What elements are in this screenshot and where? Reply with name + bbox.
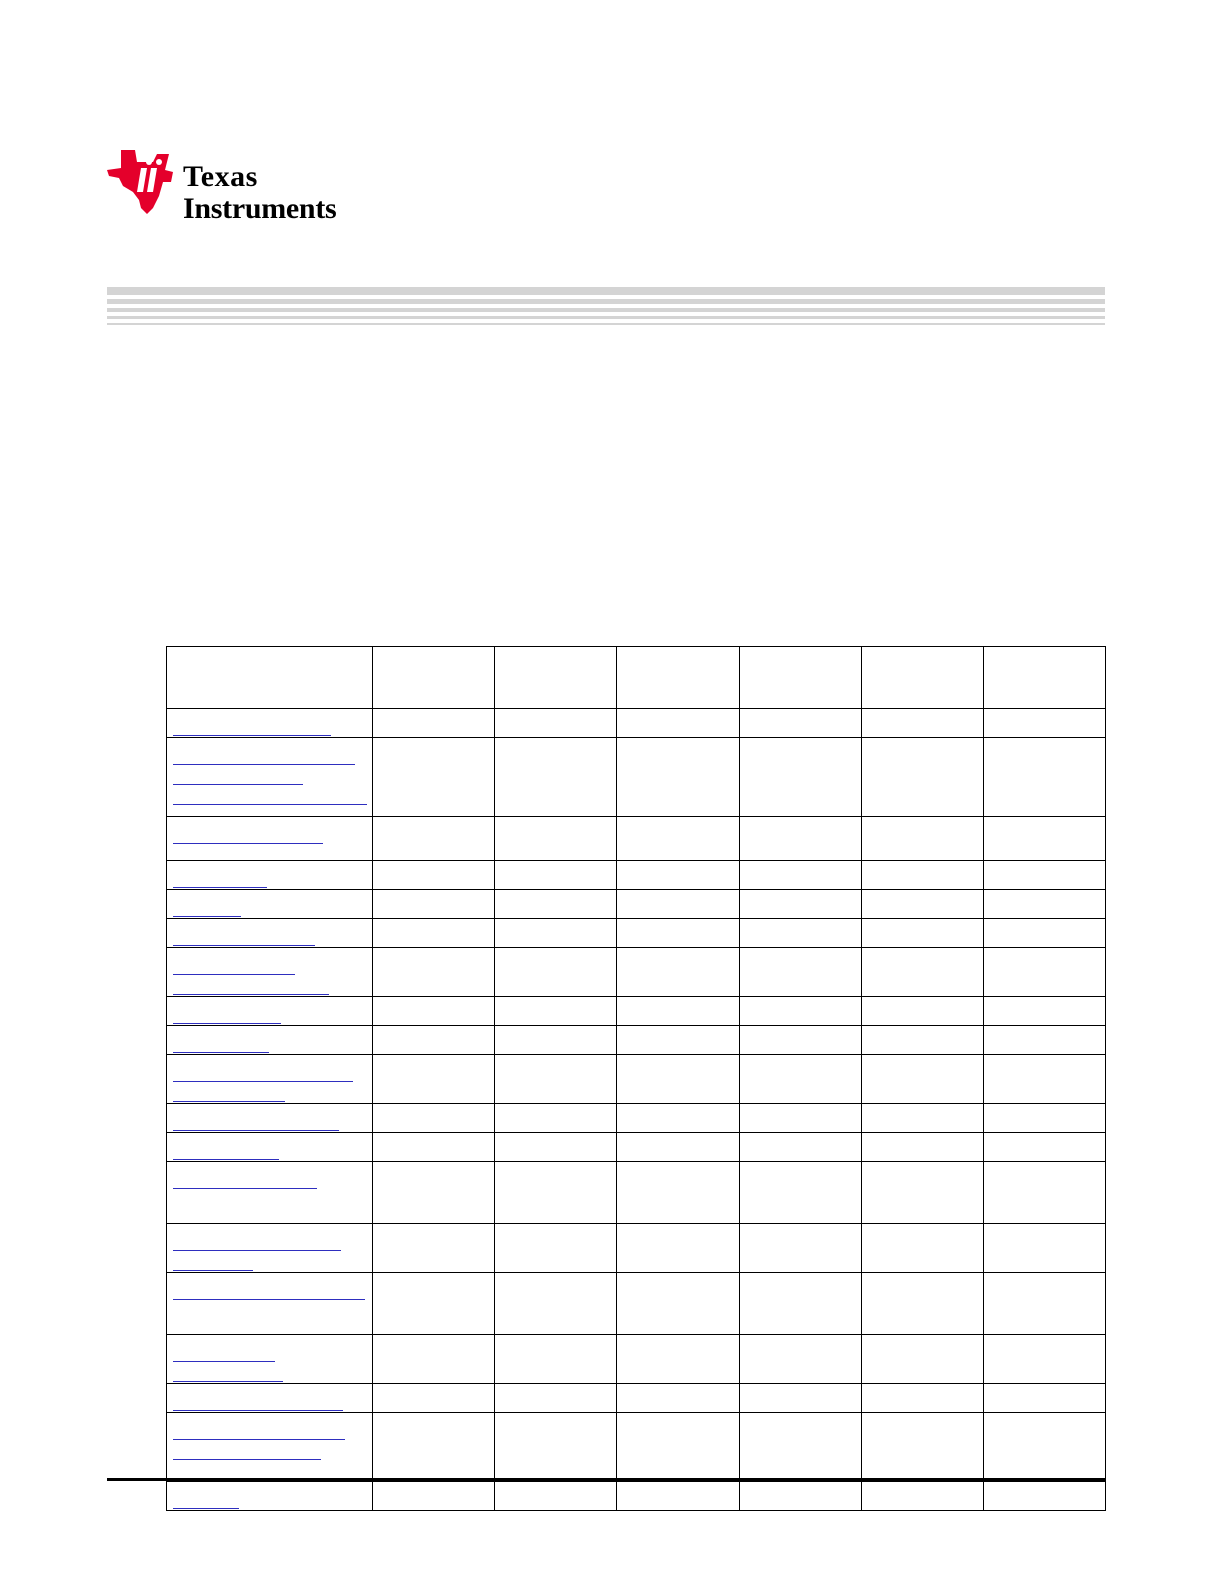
table-cell: [495, 817, 617, 861]
table-row: [167, 948, 1106, 997]
link-cell: [167, 861, 373, 890]
header-cell: [167, 647, 373, 709]
table-cell: [862, 1104, 984, 1133]
link-cell: [167, 1384, 373, 1413]
table-cell: [984, 890, 1106, 919]
table-cell: [617, 1224, 740, 1273]
header-cell: [495, 647, 617, 709]
link[interactable]: [173, 956, 295, 975]
table-cell: [862, 1133, 984, 1162]
table-cell: [495, 1162, 617, 1224]
link[interactable]: [173, 1441, 321, 1460]
data-table: [166, 646, 1106, 1511]
table-row: [167, 997, 1106, 1026]
table-cell: [495, 1413, 617, 1482]
table-cell: [373, 817, 495, 861]
link[interactable]: [173, 1005, 281, 1024]
link-cell: [167, 1104, 373, 1133]
table-cell: [617, 1384, 740, 1413]
table-cell: [617, 919, 740, 948]
link-group: [167, 1026, 372, 1053]
table-cell: [984, 1384, 1106, 1413]
table-row: [167, 709, 1106, 738]
table-cell: [984, 1335, 1106, 1384]
link-group: [167, 948, 372, 995]
link[interactable]: [173, 1281, 365, 1300]
link-cell: [167, 919, 373, 948]
table-row: [167, 1384, 1106, 1413]
link[interactable]: [173, 1232, 341, 1251]
table-cell: [373, 1335, 495, 1384]
ti-logo-icon: [107, 148, 177, 218]
table-cell: [984, 738, 1106, 817]
table-cell: [862, 1055, 984, 1104]
link[interactable]: [173, 717, 331, 736]
link[interactable]: [173, 898, 241, 917]
table-row: [167, 1482, 1106, 1511]
table-cell: [617, 861, 740, 890]
table-cell: [495, 1104, 617, 1133]
link-group: [167, 1224, 372, 1271]
brand-line-2: Instruments: [183, 192, 337, 225]
table-row: [167, 1224, 1106, 1273]
table-cell: [495, 1224, 617, 1273]
table-cell: [984, 1224, 1106, 1273]
table-cell: [495, 919, 617, 948]
table-cell: [617, 1335, 740, 1384]
table-cell: [373, 1104, 495, 1133]
table-cell: [862, 861, 984, 890]
link-group: [167, 997, 372, 1024]
table-row: [167, 1335, 1106, 1384]
table-cell: [373, 997, 495, 1026]
table-cell: [862, 1482, 984, 1511]
table-row: [167, 1273, 1106, 1335]
table-cell: [373, 861, 495, 890]
table-cell: [984, 817, 1106, 861]
link[interactable]: [173, 1363, 283, 1382]
link-group: [167, 709, 372, 736]
link[interactable]: [173, 976, 329, 995]
link-cell: [167, 1413, 373, 1482]
table-cell: [373, 738, 495, 817]
table-cell: [373, 1413, 495, 1482]
table-cell: [740, 1133, 862, 1162]
table-cell: [862, 1026, 984, 1055]
link-group: [167, 1335, 372, 1382]
link-group: [167, 1482, 372, 1509]
table-row: [167, 1026, 1106, 1055]
table-cell: [984, 1162, 1106, 1224]
table-cell: [495, 861, 617, 890]
table-cell: [862, 1162, 984, 1224]
table-header-row: [167, 647, 1106, 709]
link[interactable]: [173, 1252, 253, 1271]
link-cell: [167, 1055, 373, 1104]
table-cell: [617, 1104, 740, 1133]
table-cell: [740, 1335, 862, 1384]
table-cell: [373, 1162, 495, 1224]
table-cell: [862, 738, 984, 817]
table-cell: [740, 817, 862, 861]
table-cell: [617, 1133, 740, 1162]
link-group: [167, 1104, 372, 1131]
table-row: [167, 1133, 1106, 1162]
link-group: [167, 1413, 372, 1480]
table-cell: [862, 890, 984, 919]
link[interactable]: [173, 825, 323, 844]
link[interactable]: [173, 1421, 345, 1440]
table-cell: [617, 1273, 740, 1335]
link[interactable]: [173, 1063, 353, 1082]
table-row: [167, 919, 1106, 948]
table-cell: [740, 709, 862, 738]
table-cell: [373, 1384, 495, 1413]
link-group: [167, 1162, 372, 1189]
link[interactable]: [173, 786, 367, 805]
table-cell: [862, 1413, 984, 1482]
table-cell: [373, 709, 495, 738]
footer-rule: [107, 1478, 1105, 1481]
table-cell: [862, 1224, 984, 1273]
table-cell: [984, 1104, 1106, 1133]
table-cell: [617, 1482, 740, 1511]
table-cell: [740, 1384, 862, 1413]
link-cell: [167, 1273, 373, 1335]
table-cell: [495, 948, 617, 997]
table-row: [167, 1162, 1106, 1224]
link[interactable]: [173, 869, 267, 888]
table-cell: [617, 890, 740, 919]
table-cell: [617, 1055, 740, 1104]
table-cell: [617, 817, 740, 861]
link[interactable]: [173, 1392, 343, 1411]
table-cell: [373, 948, 495, 997]
table-cell: [373, 890, 495, 919]
header-cell: [984, 647, 1106, 709]
link-group: [167, 1133, 372, 1160]
table-cell: [984, 709, 1106, 738]
link[interactable]: [173, 1083, 285, 1102]
table-cell: [373, 1482, 495, 1511]
link[interactable]: [173, 1112, 339, 1131]
table-cell: [373, 1026, 495, 1055]
table-cell: [495, 1482, 617, 1511]
table-cell: [495, 1055, 617, 1104]
table-cell: [984, 997, 1106, 1026]
link-group: [167, 1055, 372, 1102]
table-cell: [495, 1384, 617, 1413]
table-cell: [862, 709, 984, 738]
link-cell: [167, 997, 373, 1026]
table-cell: [984, 1413, 1106, 1482]
link-group: [167, 817, 372, 844]
table-cell: [740, 1273, 862, 1335]
table-row: [167, 1055, 1106, 1104]
link-cell: [167, 1224, 373, 1273]
link-group: [167, 861, 372, 888]
table-cell: [984, 1482, 1106, 1511]
table-cell: [862, 919, 984, 948]
table-cell: [740, 1026, 862, 1055]
table-cell: [617, 1413, 740, 1482]
table-cell: [740, 948, 862, 997]
table-cell: [862, 1384, 984, 1413]
table-cell: [617, 709, 740, 738]
table-cell: [984, 1055, 1106, 1104]
link[interactable]: [173, 1170, 317, 1189]
table-cell: [740, 1104, 862, 1133]
table-cell: [617, 1162, 740, 1224]
table-cell: [495, 890, 617, 919]
table-cell: [740, 861, 862, 890]
link-cell: [167, 1335, 373, 1384]
link-cell: [167, 738, 373, 817]
table-cell: [740, 997, 862, 1026]
table-cell: [495, 1335, 617, 1384]
link-group: [167, 919, 372, 946]
table-row: [167, 1413, 1106, 1482]
table-cell: [862, 817, 984, 861]
link-cell: [167, 890, 373, 919]
table-cell: [984, 1026, 1106, 1055]
table-cell: [740, 1055, 862, 1104]
table-row: [167, 817, 1106, 861]
table-cell: [495, 997, 617, 1026]
link[interactable]: [173, 766, 303, 785]
table-cell: [862, 1273, 984, 1335]
table-row: [167, 861, 1106, 890]
header-cell: [373, 647, 495, 709]
table-cell: [495, 738, 617, 817]
table-cell: [617, 738, 740, 817]
table-cell: [740, 890, 862, 919]
link-cell: [167, 1026, 373, 1055]
table-cell: [740, 738, 862, 817]
table-cell: [617, 997, 740, 1026]
table-cell: [740, 1413, 862, 1482]
link-group: [167, 1384, 372, 1411]
table-cell: [373, 1224, 495, 1273]
table-cell: [984, 919, 1106, 948]
table-cell: [617, 1026, 740, 1055]
header-cell: [862, 647, 984, 709]
table-cell: [373, 1273, 495, 1335]
link-group: [167, 890, 372, 917]
table-cell: [617, 948, 740, 997]
link-cell: [167, 1162, 373, 1224]
table-cell: [373, 1133, 495, 1162]
brand-name: [183, 162, 336, 224]
ti-logo: [107, 148, 427, 228]
brand-line-1: Texas: [183, 160, 258, 193]
link-cell: [167, 709, 373, 738]
table-cell: [373, 1055, 495, 1104]
table-row: [167, 890, 1106, 919]
link[interactable]: [173, 746, 355, 765]
link[interactable]: [173, 1343, 275, 1362]
header-cell: [617, 647, 740, 709]
table-cell: [495, 1273, 617, 1335]
table-cell: [495, 709, 617, 738]
table-cell: [495, 1133, 617, 1162]
table-cell: [984, 948, 1106, 997]
link-group: [167, 738, 372, 805]
link[interactable]: [173, 1034, 269, 1053]
link-group: [167, 1273, 372, 1300]
table-cell: [740, 919, 862, 948]
table-cell: [984, 1133, 1106, 1162]
link[interactable]: [173, 1141, 279, 1160]
table-cell: [984, 861, 1106, 890]
table-cell: [740, 1162, 862, 1224]
table-cell: [740, 1224, 862, 1273]
table-row: [167, 738, 1106, 817]
link-cell: [167, 1133, 373, 1162]
table-cell: [862, 948, 984, 997]
table-cell: [495, 1026, 617, 1055]
link-cell: [167, 1482, 373, 1511]
header-cell: [740, 647, 862, 709]
header-stripes: [107, 287, 1105, 325]
table-row: [167, 1104, 1106, 1133]
table-cell: [984, 1273, 1106, 1335]
link-cell: [167, 817, 373, 861]
table-cell: [862, 997, 984, 1026]
table-cell: [862, 1335, 984, 1384]
table-cell: [740, 1482, 862, 1511]
link-cell: [167, 948, 373, 997]
link[interactable]: [173, 927, 315, 946]
table-cell: [373, 919, 495, 948]
link[interactable]: [173, 1490, 239, 1509]
